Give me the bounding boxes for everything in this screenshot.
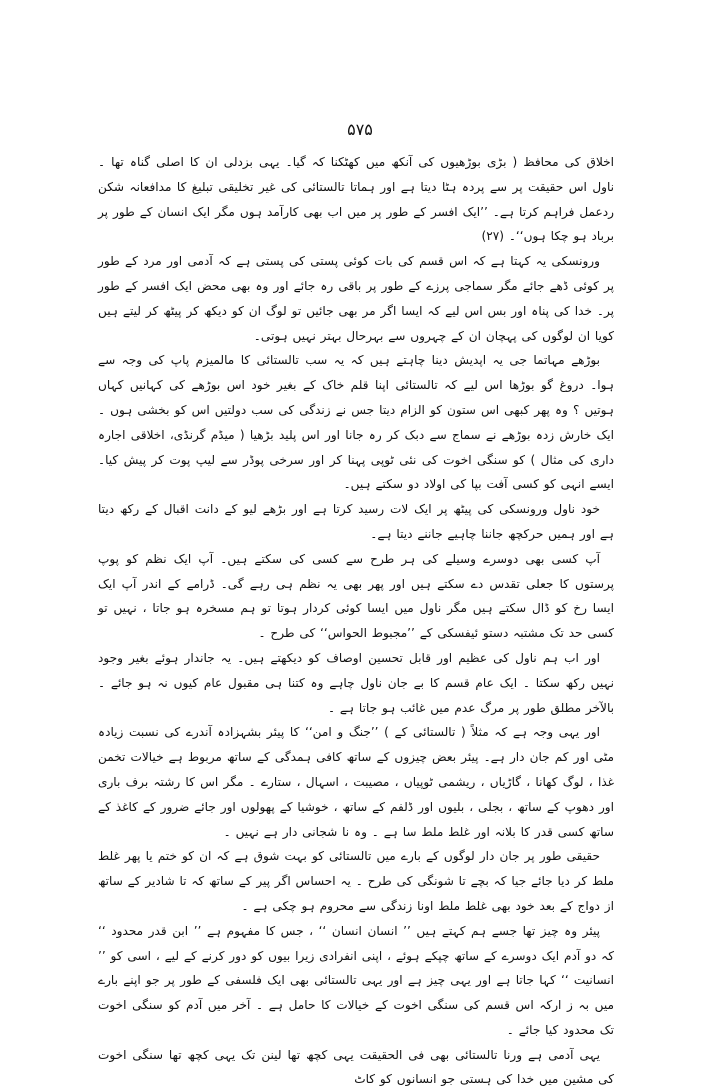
page-number: ۵۷۵ — [347, 120, 373, 139]
paragraph: پیئر وہ چیز تھا جسے ہم کہتے ہیں ’’ انسان انسان ‘‘ ، جس کا مفہوم ہے ’’ ابن قدر محدود ‘‘ کہ دو آدم ایک دوسرے کے ساتھ چپکے ہوئے ، اپنی انفرادی زیرا بیوں کو دور کرنے کے لیے ، اسی کو ’’ انسانیت ‘‘ کہا جاتا ہے اور یہی چیز ہے اور یہی تالستائی بھی ایک فلسفی کے طور پر جو اپنے بارے میں بہ ز ارکہ اس قسم کی سنگی اخوت کے خیالات کا حامل ہے ۔ آخر میں آدم کو سنگی اخوت تک محدود کیا جائے ۔ — [98, 923, 614, 1037]
paragraph: خود ناول ورونسکی کی پیٹھ پر ایک لات رسید کرتا ہے اور بڑھے لیو کے دانت اقبال کے رکھ دیتا ہے اور ہمیں حرکچھ جاننا چاہیے جاننے دیتا ہے۔ — [98, 502, 614, 541]
paragraph: ورونسکی یہ کہتا ہے کہ اس قسم کی بات کوئی پستی کی پستی ہے کہ آدمی اور مرد کے طور پر کوئی ڈھے جائے مگر سماجی پرزے کے طور پر باقی رہ جائے اور وہ بھی محض ایک افسر کے طور پر۔ خدا کی پناہ اور بس اس لیے کہ ایسا اگر مر بھی جائیں تو لوگ ان کو دیکھ کر پیٹھ کر لیتے ہیں کویا ان لوگوں کی پہچان ان کے چہروں سے بہرحال بہتر نہیں ہوتی۔ — [98, 254, 614, 343]
paragraph: اور یہی وجہ ہے کہ مثلاً ( تالستائی کے ) ’’جنگ و امن‘‘ کا پیئر بشہزادہ آندرے کی نسبت زیادہ مٹی اور کم جان دار ہے۔ پیئر بعض چیزوں کے ساتھ کافی ہمدگی کے ساتھ مربوط ہے خیالات تخمن غذا ، لوگ کھانا ، گاڑیاں ، ریشمی ٹوپیاں ، مصیبت ، اسہال ، ستارے ۔ مگر اس کا رشتہ برف باری اور دھوپ کے ساتھ ، بجلی ، بلیوں اور ڈلفم کے ساتھ ، خوشیا کے پھولوں اور جائے ضرور کے کاغذ کے ساتھ کسی قدر کا بلانہ اور غلط ملط سا ہے ۔ وہ نا شجانی دار ہے نہیں ۔ — [98, 725, 614, 839]
paragraph: اخلاق کی محافظ ( بڑی بوڑھیوں کی آنکھ میں کھٹکنا کہ گیا۔ یہی بزدلی ان کا اصلی گناہ تھا ۔ ناول اس حقیقت پر سے پردہ ہٹا دیتا ہے اور ہماتا تالستائی کی غیر تخلیقی تبلیغ کا مدافعانہ شکن ردعمل فراہم کرتا ہے۔ ’’ایک افسر کے طور پر میں اب بھی کارآمد ہوں مگر ایک انسان کے طور پر برباد ہو چکا ہوں‘‘۔ (۲۷) — [98, 155, 614, 244]
body-text — [98, 150, 614, 1092]
paragraph: حقیقی طور پر جان دار لوگوں کے بارے میں تالستائی کو بہت شوق ہے کہ ان کو ختم یا پھر غلط ملط کر دیا جائے جیا کہ بچے تا شونگی کی طرح ۔ یہ احساس اگر پیر کے ساتھ کہ تا شادیر کے ساتھ از دواج کے بعد خود بھی غلط ملط اونا زندگی سے محروم ہو چکی ہے ۔ — [98, 849, 614, 913]
paragraph: اور اب ہم ناول کی عظیم اور قابل تحسین اوصاف کو دیکھتے ہیں۔ یہ جاندار ہوئے بغیر وجود نہیں رکھ سکتا ۔ ایک عام قسم کا بے جان ناول چاہے وہ کتنا ہی مقبول عام کیوں نہ ہو جائے ۔ بالآخر مطلق طور پر مرگ عدم میں غائب ہو جاتا ہے ۔ — [98, 650, 614, 715]
paragraph: بوڑھے مہاتما جی یہ اپدیش دینا چاہتے ہیں کہ یہ سب تالستائی کا مالمیزم پاپ کی وجہ سے ہوا۔ دروغ گو بوڑھا اس لیے کہ تالستائی اپنا قلم خاک کے بغیر خود اس بوڑھے کی کہانیں کہاں ہوتیں ؟ وہ پھر کبھی اس ستون کو الزام دیتا جس نے زندگی کی سب دولتیں اس کو بخشی ہوں ۔ ایک خارش زدہ بوڑھے نے سماج سے دبک کر رہ جانا اور اس پلید بڑھیا ( میڈم گرنڈی، اخلاقی اجارہ داری کی مثال ) کو سنگی اخوت کی نئی ٹوپی پہنا کر اور سرخی پوڈر سے لیپ پوت کر پیش کیا۔ ایسے انہی کو کسی آفت بپا کی اولاد دو سکتے ہیں۔ — [98, 353, 614, 492]
paragraph: یہی آدمی ہے ورنا تالستائی بھی فی الحقیقت یہی کچھ تھا لینن تک یہی کچھ تھا سنگی اخوت کی مشین میں خدا کی ہستی جو انسانوں کو کاٹ — [98, 1047, 614, 1087]
paragraph: آپ کسی بھی دوسرے وسیلے کی ہر طرح سے کسی کی سکتے ہیں۔ آپ ایک نظم کو پوپ پرستوں کا جعلی تقدس دے سکتے ہیں اور پھر بھی یہ نظم ہی رہے گی۔ ڈرامے کے اندر آپ ایک ایسا رخ کو ڈال سکتے ہیں مگر ناول میں ایسا کوئی کردار ہوتا تو ہم مسخرہ ہو جاتا ، نہیں تو کسی حد تک مشتبہ دستو ئیفسکی کے ’’مجبوط الحواس‘‘ کی طرح ۔ — [98, 551, 614, 641]
